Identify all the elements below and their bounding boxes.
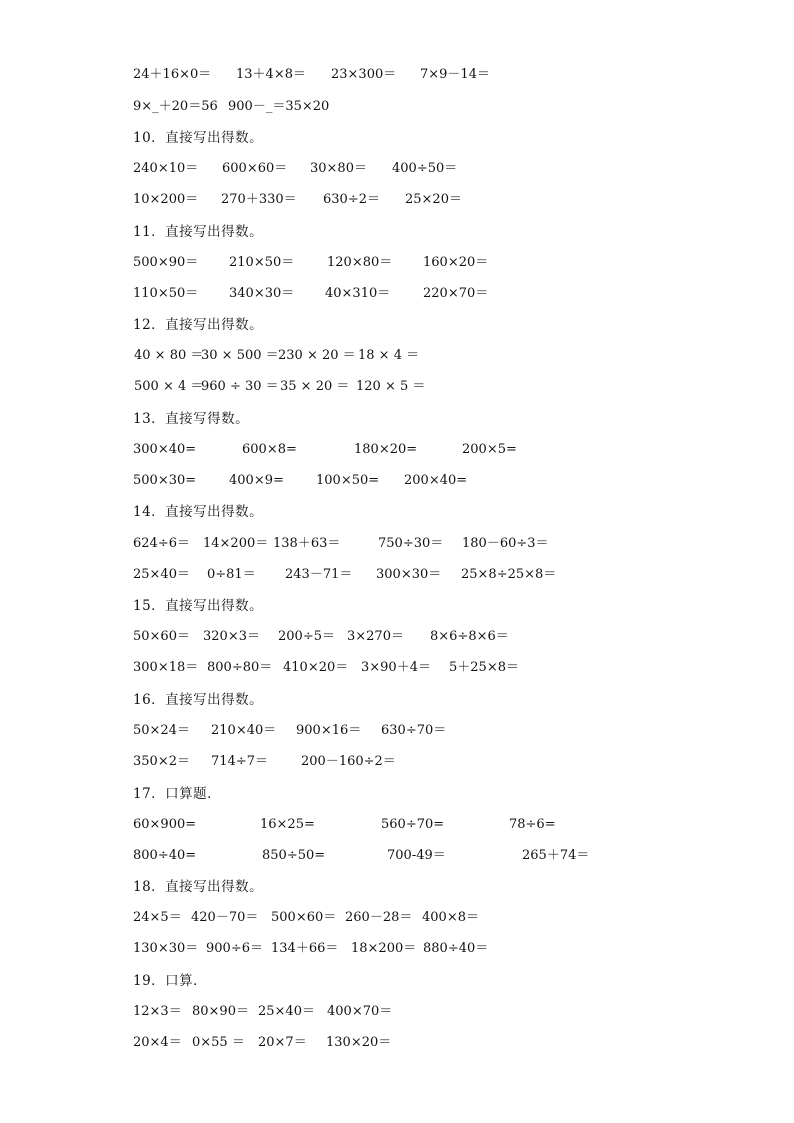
arithmetic-problem: 25×20＝ xyxy=(405,192,462,207)
arithmetic-problem: 160×20＝ xyxy=(423,255,489,270)
arithmetic-problem: 600×8= xyxy=(242,442,297,457)
arithmetic-problem: 78÷6= xyxy=(509,817,556,832)
arithmetic-problem: 8×6÷8×6＝ xyxy=(430,629,509,644)
question-heading: 16．直接写出得数。 xyxy=(133,692,264,708)
arithmetic-problem: 350×2＝ xyxy=(133,754,190,769)
arithmetic-problem: 240×10＝ xyxy=(133,161,199,176)
arithmetic-problem: 800÷80＝ xyxy=(207,660,273,675)
arithmetic-problem: 30 × 500 ＝ xyxy=(201,348,279,363)
arithmetic-problem: 243－71＝ xyxy=(285,567,353,582)
arithmetic-problem: 960 ÷ 30 ＝ xyxy=(201,379,279,394)
arithmetic-problem: 500×90＝ xyxy=(133,255,199,270)
arithmetic-problem: 210×40＝ xyxy=(211,723,277,738)
arithmetic-problem: 900÷6＝ xyxy=(206,941,263,956)
arithmetic-problem: 24×5＝ xyxy=(133,910,182,925)
question-heading: 10．直接写出得数。 xyxy=(133,130,264,146)
arithmetic-problem: 5＋25×8＝ xyxy=(449,660,519,675)
question-heading: 13．直接写得数。 xyxy=(133,411,250,427)
arithmetic-problem: 200×40= xyxy=(404,473,468,488)
arithmetic-problem: 25×40＝ xyxy=(133,567,190,582)
arithmetic-problem: 20×4＝ xyxy=(133,1035,182,1050)
arithmetic-problem: 850÷50= xyxy=(262,848,326,863)
arithmetic-problem: 100×50= xyxy=(316,473,380,488)
arithmetic-problem: 180×20= xyxy=(354,442,418,457)
question-heading: 11．直接写出得数。 xyxy=(133,224,264,240)
question-heading: 19．口算． xyxy=(133,973,208,989)
arithmetic-problem: 200×5= xyxy=(462,442,517,457)
arithmetic-problem: 300×30＝ xyxy=(376,567,442,582)
arithmetic-problem: 120 × 5 ＝ xyxy=(356,379,426,394)
arithmetic-problem: 18 × 4 ＝ xyxy=(358,348,420,363)
arithmetic-problem: 13＋4×8＝ xyxy=(236,67,306,82)
arithmetic-problem: 270＋330＝ xyxy=(221,192,297,207)
arithmetic-problem: 420－70＝ xyxy=(191,910,259,925)
arithmetic-problem: 7×9－14＝ xyxy=(420,67,490,82)
arithmetic-problem: 12×3＝ xyxy=(133,1004,182,1019)
arithmetic-problem: 40×310＝ xyxy=(325,286,391,301)
arithmetic-problem: 25×40＝ xyxy=(258,1004,315,1019)
arithmetic-problem: 714÷7＝ xyxy=(211,754,268,769)
arithmetic-problem: 500×60＝ xyxy=(271,910,337,925)
arithmetic-problem: 138＋63＝ xyxy=(273,536,341,551)
arithmetic-problem: 35 × 20 ＝ xyxy=(280,379,350,394)
arithmetic-problem: 265＋74＝ xyxy=(522,848,590,863)
arithmetic-problem: 0÷81＝ xyxy=(207,567,256,582)
arithmetic-problem: 400÷50＝ xyxy=(392,161,458,176)
arithmetic-problem: 700-49＝ xyxy=(387,848,446,863)
arithmetic-problem: 300×18＝ xyxy=(133,660,199,675)
arithmetic-problem: 20×7＝ xyxy=(258,1035,307,1050)
arithmetic-problem: 18×200＝ xyxy=(351,941,417,956)
arithmetic-problem: 9×_＋20＝56 xyxy=(133,99,218,114)
arithmetic-problem: 400×8＝ xyxy=(422,910,479,925)
arithmetic-problem: 130×20＝ xyxy=(326,1035,392,1050)
arithmetic-problem: 230 × 20 ＝ xyxy=(278,348,356,363)
arithmetic-problem: 500 × 4 ＝ xyxy=(134,379,204,394)
arithmetic-problem: 120×80＝ xyxy=(327,255,393,270)
arithmetic-problem: 60×900= xyxy=(133,817,197,832)
arithmetic-problem: 200－160÷2＝ xyxy=(301,754,396,769)
arithmetic-problem: 340×30＝ xyxy=(229,286,295,301)
arithmetic-problem: 900×16＝ xyxy=(296,723,362,738)
arithmetic-problem: 14×200＝ xyxy=(203,536,269,551)
arithmetic-problem: 3×90＋4＝ xyxy=(361,660,431,675)
arithmetic-problem: 560÷70= xyxy=(381,817,445,832)
arithmetic-problem: 880÷40＝ xyxy=(423,941,489,956)
arithmetic-problem: 50×60＝ xyxy=(133,629,190,644)
arithmetic-problem: 630÷70＝ xyxy=(381,723,447,738)
arithmetic-problem: 25×8÷25×8＝ xyxy=(461,567,557,582)
arithmetic-problem: 130×30＝ xyxy=(133,941,199,956)
arithmetic-problem: 24＋16×0＝ xyxy=(133,67,212,82)
arithmetic-problem: 30×80＝ xyxy=(310,161,367,176)
arithmetic-problem: 110×50＝ xyxy=(133,286,199,301)
arithmetic-problem: 400×70＝ xyxy=(327,1004,393,1019)
arithmetic-problem: 40 × 80 ＝ xyxy=(134,348,204,363)
question-heading: 15．直接写出得数。 xyxy=(133,598,264,614)
arithmetic-problem: 23×300＝ xyxy=(331,67,397,82)
arithmetic-problem: 10×200＝ xyxy=(133,192,199,207)
arithmetic-problem: 16×25= xyxy=(260,817,315,832)
arithmetic-problem: 50×24＝ xyxy=(133,723,190,738)
arithmetic-problem: 410×20＝ xyxy=(283,660,349,675)
question-heading: 18．直接写出得数。 xyxy=(133,879,264,895)
arithmetic-problem: 320×3＝ xyxy=(203,629,260,644)
question-heading: 17．口算题． xyxy=(133,786,222,802)
arithmetic-problem: 260－28＝ xyxy=(345,910,413,925)
arithmetic-problem: 900－_＝35×20 xyxy=(228,99,330,114)
arithmetic-problem: 80×90＝ xyxy=(192,1004,249,1019)
arithmetic-problem: 400×9= xyxy=(229,473,284,488)
arithmetic-problem: 134＋66＝ xyxy=(271,941,339,956)
arithmetic-problem: 220×70＝ xyxy=(423,286,489,301)
question-heading: 14．直接写出得数。 xyxy=(133,504,264,520)
question-heading: 12．直接写出得数。 xyxy=(133,317,264,333)
arithmetic-problem: 300×40= xyxy=(133,442,197,457)
arithmetic-problem: 800÷40= xyxy=(133,848,197,863)
arithmetic-problem: 750÷30＝ xyxy=(378,536,444,551)
arithmetic-problem: 180－60÷3＝ xyxy=(462,536,549,551)
arithmetic-problem: 500×30= xyxy=(133,473,197,488)
arithmetic-problem: 210×50＝ xyxy=(229,255,295,270)
arithmetic-problem: 0×55 ＝ xyxy=(192,1035,245,1050)
arithmetic-problem: 600×60＝ xyxy=(222,161,288,176)
arithmetic-problem: 630÷2＝ xyxy=(323,192,380,207)
arithmetic-problem: 624÷6＝ xyxy=(133,536,190,551)
arithmetic-problem: 200÷5＝ xyxy=(278,629,335,644)
arithmetic-problem: 3×270＝ xyxy=(347,629,404,644)
